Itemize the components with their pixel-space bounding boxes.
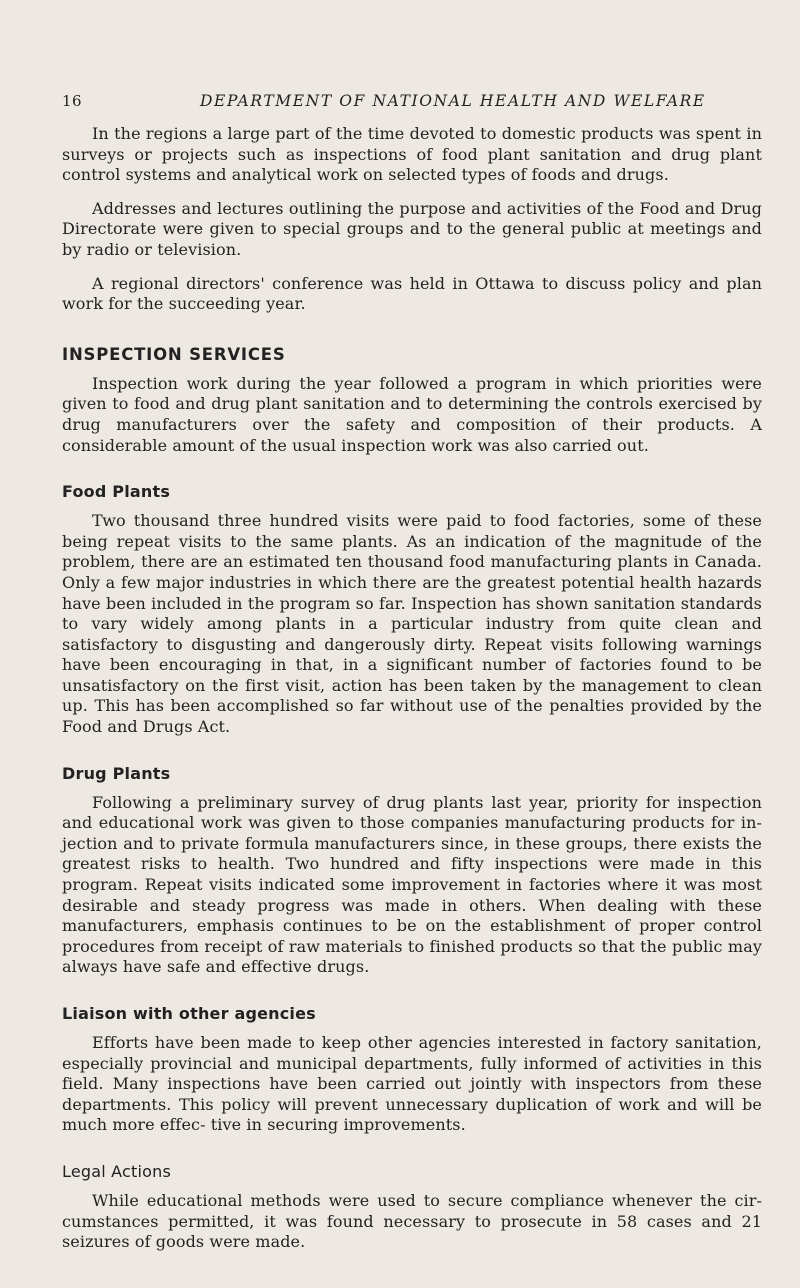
- liaison-paragraph: Efforts have been made to keep other agencies interested in factory sanitation, especially provincial and municipal departments, fully informed of activities in this field. Many inspections have been carried out jointly with inspectors from these departments. This policy will prevent unnecessary duplication of work and will be much more effec- tive in securing improvements.: [62, 1033, 762, 1135]
- food-plants-paragraph: Two thousand three hundred visits were paid to food factories, some of these being repeat visits to the same plants. As an indication of the magnitude of the problem, there are an estimated ten thousand food manufacturing plants in Canada. Only a few major industries in which there are the greatest potential health hazards have been included in the program so far. Inspection has shown sanitation standards to vary widely among plants in a particular industry from quite clean and satisfactory to disgusting and dangerously dirty. Repeat visits following warnings have been encouraging in that, in a significant number of factories found to be unsatisfactory on the first visit, action has been taken by the management to clean up. This has been accomplished so far without use of the penalties provided by the Food and Drugs Act.: [62, 511, 762, 737]
- legal-actions-paragraph: While educational methods were used to secure compliance whenever the cir- cumstances permitted, it was found necessary to prosecute in 58 cases and 21 seizures of goods were made.: [62, 1190, 762, 1252]
- drug-plants-heading: Drug Plants: [62, 763, 171, 783]
- food-plants-heading: Food Plants: [62, 482, 171, 502]
- running-header: [62, 92, 722, 116]
- intro-paragraph-2: Addresses and lectures outlining the purpose and activities of the Food and Drug Directorate were given to special groups and to the general public at meetings and by radio or television.: [62, 198, 762, 259]
- inspection-services-heading: INSPECTION SERVICES: [62, 344, 286, 364]
- page-number: 16: [62, 92, 83, 110]
- running-header-title: DEPARTMENT OF NATIONAL HEALTH AND WELFARE: [200, 92, 706, 110]
- intro-paragraph-1: In the regions a large part of the time devoted to domestic products was spent in surveys or projects such as inspections of food plant sanitation and drug plant control systems and analytical work on selected types of foods and drugs.: [62, 124, 762, 185]
- intro-paragraph-3: A regional directors' conference was held in Ottawa to discuss policy and plan work for the succeeding year.: [62, 273, 762, 314]
- body-text: [62, 124, 762, 1253]
- drug-plants-paragraph: Following a preliminary survey of drug plants last year, priority for inspection and educational work was given to those companies manufacturing products for in- jection and to private formula manufacturers since, in these groups, there exists the greatest risks to health. Two hundred and fifty inspections were made in this program. Repeat visits indicated some improvement in factories where it was most desirable and steady progress was made in others. When dealing with these manufacturers, emphasis continues to be on the establishment of proper control procedures from receipt of raw materials to finished products so that the public may always have safe and effective drugs.: [62, 792, 762, 977]
- liaison-heading: Liaison with other agencies: [62, 1004, 316, 1023]
- legal-actions-heading: Legal Actions: [62, 1161, 172, 1181]
- inspection-services-paragraph: Inspection work during the year followed a program in which priorities were given to food and drug plant sanitation and to determining the controls exercised by drug manufacturers over the safety and composition of their products. A considerable amount of the usual inspection work was also carried out.: [62, 373, 762, 455]
